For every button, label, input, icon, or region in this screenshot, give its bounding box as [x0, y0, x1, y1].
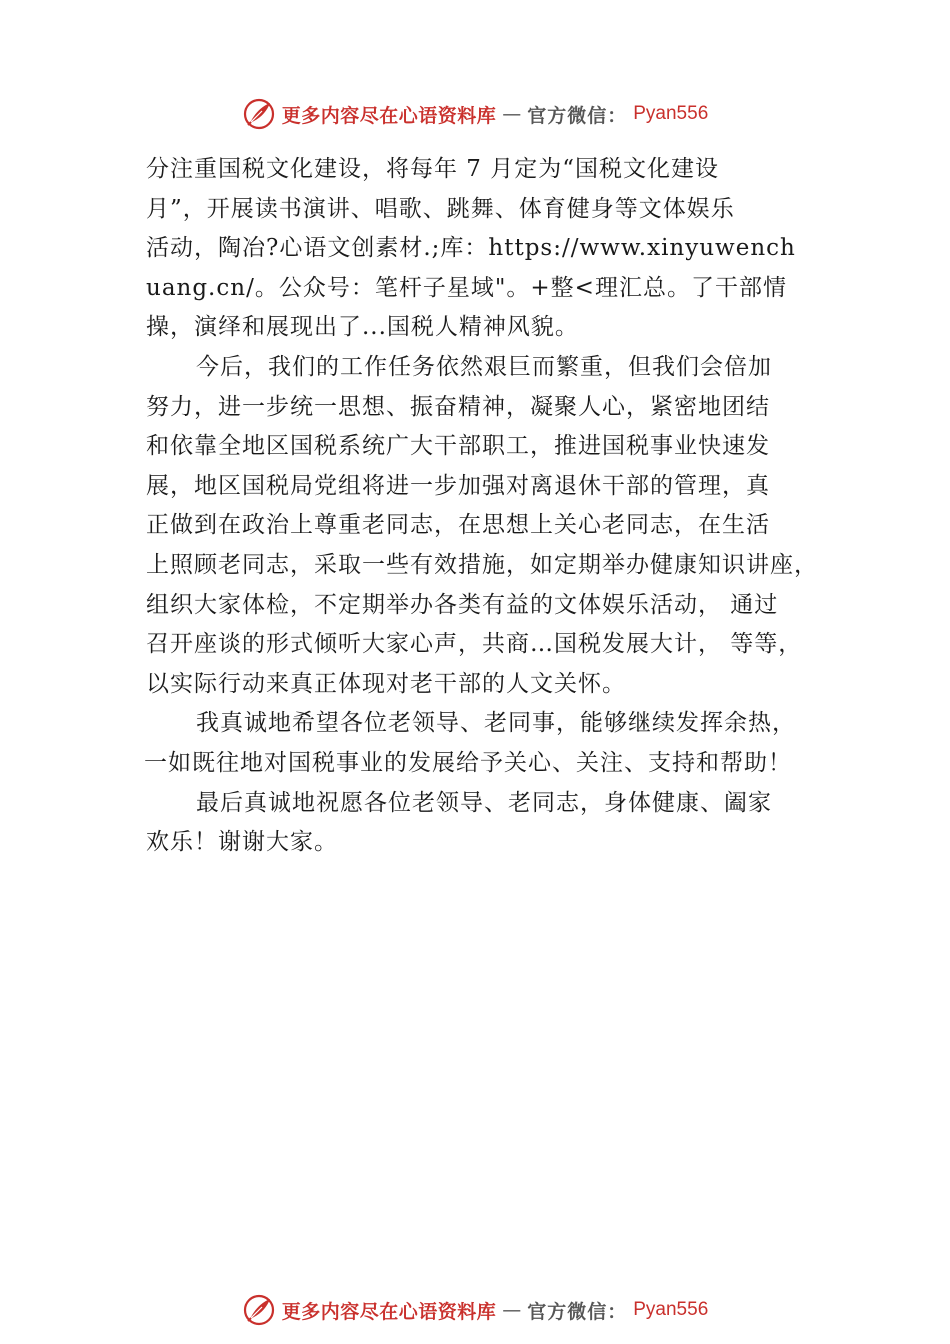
- banner-separator: —: [502, 103, 522, 125]
- banner-wechat-id: Pyan556: [633, 103, 709, 124]
- banner-wechat-id: Pyan556: [633, 1299, 709, 1320]
- text-line: 召开座谈的形式倾听大家心声，共商…国税发展大计， 等等，: [146, 631, 803, 658]
- banner-wechat-label: 官方微信：: [527, 104, 628, 127]
- text-line: 操，演绎和展现出了...国税人精神风貌。: [146, 314, 579, 341]
- text-line: 和依靠全地区国税系统广大干部职工，推进国税事业快速发: [146, 433, 770, 460]
- footer-banner-content: [242, 1293, 709, 1327]
- text-line: 欢乐！谢谢大家。: [146, 829, 338, 856]
- text-line: 一如既往地对国税事业的发展给予关心、关注、支持和帮助！: [144, 749, 792, 776]
- text-line: 以实际行动来真正体现对老干部的人文关怀。: [146, 670, 626, 697]
- paragraph-start-line: 今后，我们的工作任务依然艰巨而繁重，但我们会倍加: [196, 353, 772, 380]
- text-line: 正做到在政治上尊重老同志，在思想上关心老同志，在生活: [146, 512, 770, 539]
- footer-banner: [0, 1290, 950, 1330]
- text-line: 组织大家体检，不定期举办各类有益的文体娱乐活动， 通过: [146, 591, 779, 618]
- header-banner: [0, 94, 950, 134]
- text-line: 努力，进一步统一思想、振奋精神，凝聚人心，紧密地团结: [146, 393, 770, 420]
- paragraph-start-line: 最后真诚地祝愿各位老领导、老同志，身体健康、阖家: [196, 789, 772, 816]
- text-line: 活动，陶冶?心语文创素材.;库：https://www.xinyuwench: [146, 235, 796, 262]
- paragraph-start-line: 我真诚地希望各位老领导、老同事，能够继续发挥余热，: [196, 710, 796, 737]
- text-line: 月”，开展读书演讲、唱歌、跳舞、体育健身等文体娱乐: [146, 195, 735, 222]
- text-line: 展，地区国税局党组将进一步加强对离退休干部的管理，真: [146, 472, 770, 499]
- banner-title: 更多内容尽在心语资料库: [281, 1300, 497, 1323]
- feather-pen-icon: [242, 97, 276, 131]
- feather-pen-icon: [242, 1293, 276, 1327]
- banner-separator: —: [502, 1299, 522, 1321]
- header-banner-content: [242, 97, 709, 131]
- text-line: uang.cn/。公众号：笔杆子星域"。+整<理汇总。了干部情: [146, 274, 787, 301]
- text-line: 上照顾老同志，采取一些有效措施，如定期举办健康知识讲座，: [146, 551, 818, 578]
- banner-title: 更多内容尽在心语资料库: [281, 104, 497, 127]
- document-body: [146, 150, 836, 863]
- text-line: 分注重国税文化建设，将每年 7 月定为“国税文化建设: [146, 156, 720, 182]
- banner-wechat-label: 官方微信：: [527, 1300, 628, 1323]
